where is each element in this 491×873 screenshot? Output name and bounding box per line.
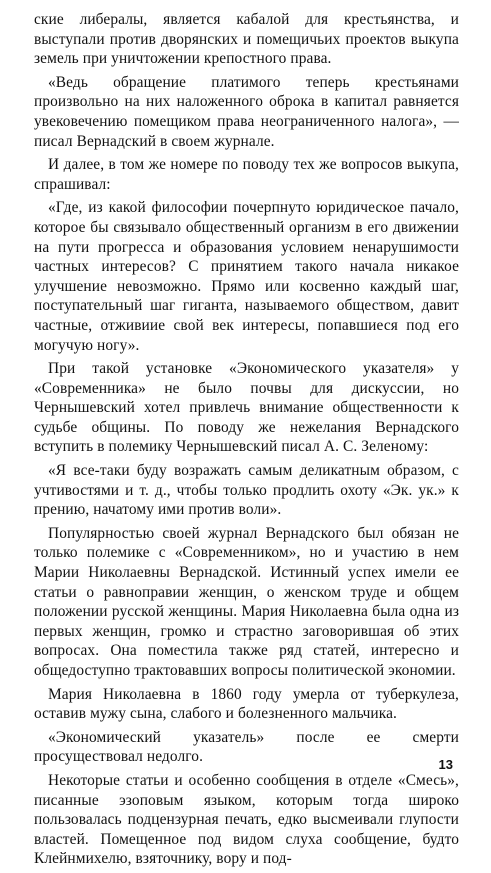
page-number: 13 [438, 757, 453, 772]
paragraph-9: «Экономический указатель» после ее смерти просуществовал недолго. [34, 728, 459, 766]
paragraph-2: «Ведь обращение платимого теперь крестьянами произвольно на них наложенного оброка в капитал равняется увековечению помещиком права неограниченного налога», — писал Вернадский в своем журнале. [34, 73, 459, 150]
paragraph-3: И далее, в том же номере по поводу тех же вопросов выкупа, спрашивал: [34, 156, 459, 193]
paragraph-6: «Я все-таки буду возражать самым деликатным образом, с учтивостями и т. д., чтобы только продлить охоту «Эк. ук.» к прению, начатому ими против воли». [34, 462, 459, 519]
body-text [34, 10, 459, 873]
paragraph-4: «Где, из какой философии почерпнуто юридическое пачало, которое бы связывало общественный организм в его движении на пути прогресса и образования условием ненарушимости частных интересов? С принятием такого начала никакое улучшение невозможно. Прямо или косвенно каждый шаг, поступательный шаг гиганта, называемого обществом, давит частные, отживиие свой век интересы, попавшиеся под его могучую ногу». [34, 199, 459, 354]
paragraph-10: Некоторые статьи и особенно сообщения в отделе «Смесь», писанные эзоповым языком, которым тогда широко пользовалась подцензурная печать, едко высмеивали глупости властей. Помещенное под видом слуха сообщение, будто Клейнмихелю, взяточнику, вору и под- [34, 771, 459, 868]
paragraph-7: Популярностью своей журнал Вернадского был обязан не только полемике с «Современником», но и участию в нем Марии Николаевны Вернадской. Истинный успех имели ее статьи о равноправии женщин, о женском труде и общем положении русской женщины. Мария Николаевна была одна из первых женщин, громко и страстно заговорившая об этих вопросах. Она поместила также ряд статей, интересно и общедоступно трактовавших вопросы политической экономии. [34, 524, 459, 679]
paragraph-8: Мария Николаевна в 1860 году умерла от туберкулеза, оставив мужу сына, слабого и болезненного мальчика. [34, 685, 459, 723]
paragraph-1: ские либералы, является кабалой для крестьянства, и выступали против дворянских и помещичьих проектов выкупа земель при уничтожении крепостного права. [34, 11, 459, 68]
paragraph-5: При такой установке «Экономического указателя» у «Современника» не было почвы для дискуссии, но Чернышевский хотел привлечь внимание общественности к судьбе общины. По поводу же нежелания Вернадского вступить в полемику Чернышевский писал А. С. Зеленому: [34, 360, 459, 456]
